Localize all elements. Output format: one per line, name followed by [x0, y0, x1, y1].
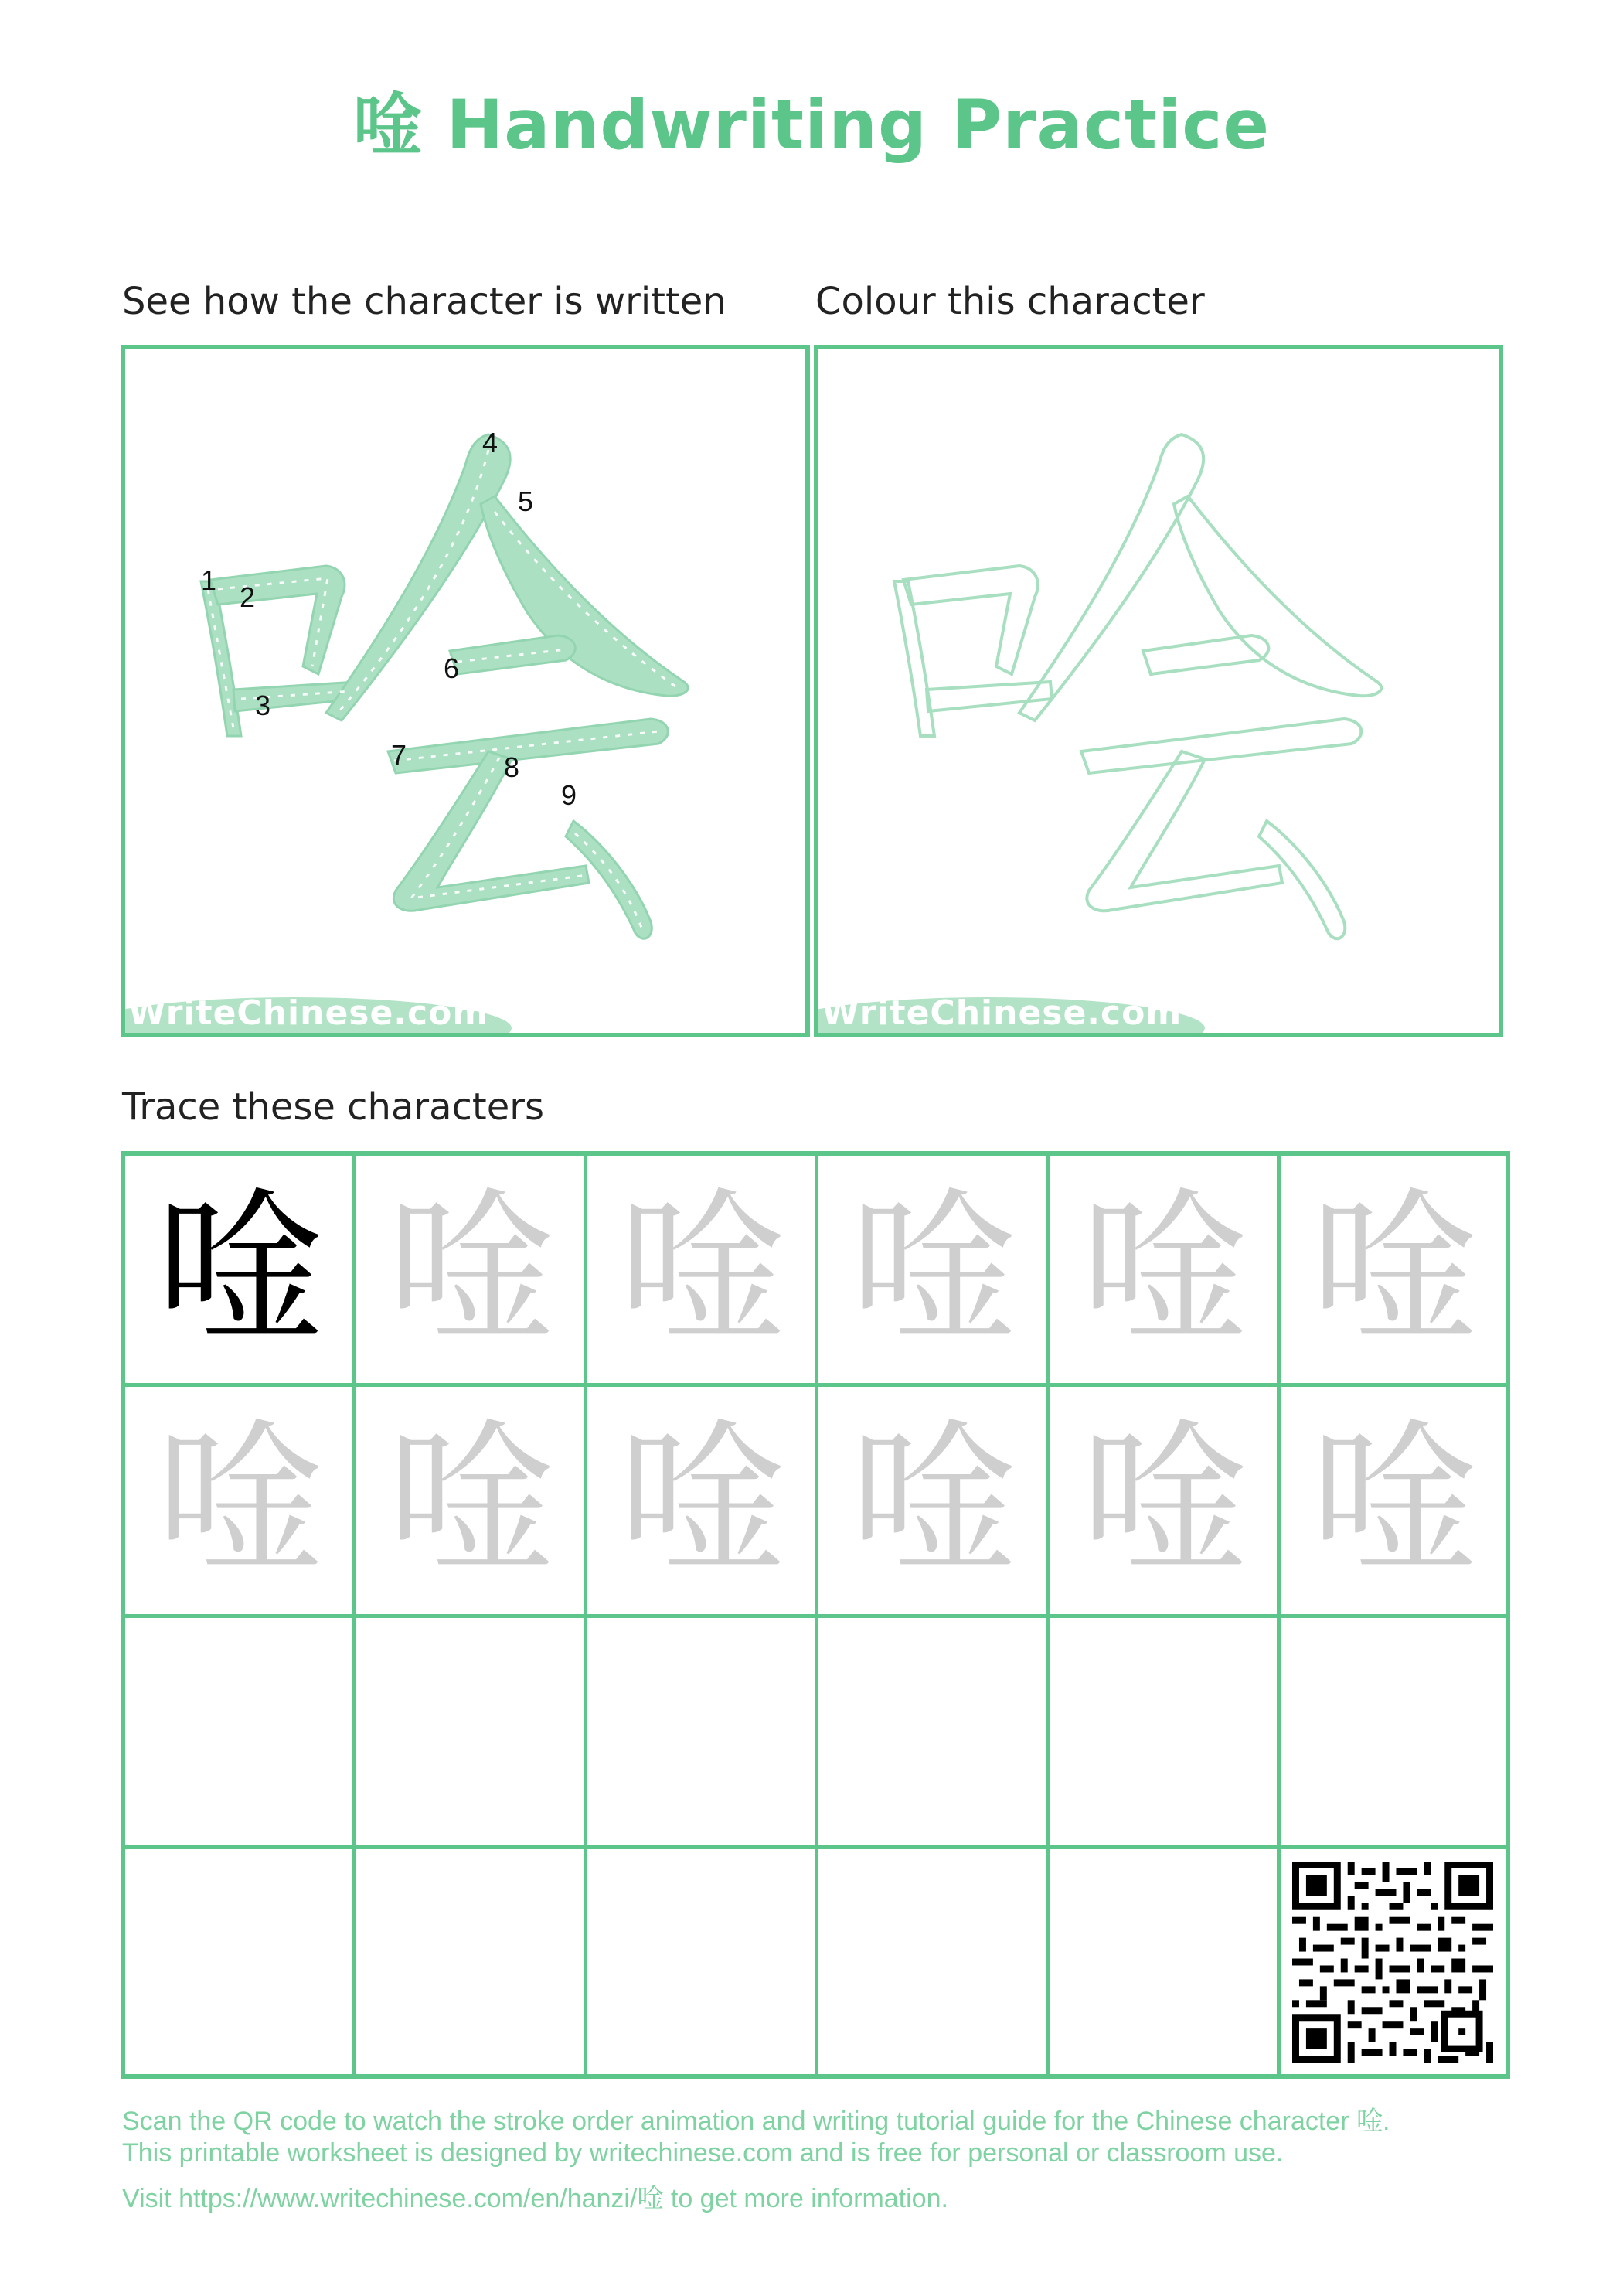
watermark: WriteChinese.com: [822, 993, 1182, 1033]
grid-divider: [125, 1614, 1506, 1618]
trace-character[interactable]: 唫: [1080, 1173, 1246, 1365]
footer-line-1: Scan the QR code to watch the stroke order animation and writing tutorial guide for the Chinese character 唫.: [122, 2107, 1390, 2136]
stroke-order-diagram: [125, 349, 805, 1033]
grid-divider: [125, 1845, 1506, 1849]
stroke-order-box: [121, 345, 810, 1037]
section-label-colour: Colour this character: [815, 280, 1205, 323]
trace-character[interactable]: 唫: [387, 1173, 553, 1365]
stroke-6: [450, 635, 575, 674]
stroke-number: 7: [391, 739, 407, 771]
trace-character[interactable]: 唫: [387, 1404, 553, 1596]
outline-diagram: [818, 349, 1499, 1033]
footer-line-2: This printable worksheet is designed by writechinese.com and is free for personal or classroom use.: [122, 2138, 1284, 2168]
stroke-number: 8: [504, 751, 520, 783]
trace-character[interactable]: 唫: [1310, 1173, 1476, 1365]
stroke-2: [210, 566, 345, 674]
stroke-number: 2: [240, 581, 256, 613]
stroke-number: 9: [561, 779, 577, 811]
stroke-number: 5: [518, 485, 534, 517]
model-character: 唫: [156, 1173, 322, 1365]
qr-code[interactable]: [1292, 1861, 1493, 2063]
stroke-number: 1: [201, 564, 217, 596]
trace-character[interactable]: 唫: [156, 1404, 322, 1596]
trace-character[interactable]: 唫: [1080, 1404, 1246, 1596]
trace-character[interactable]: 唫: [849, 1173, 1015, 1365]
stroke-8: [393, 751, 589, 911]
trace-character[interactable]: 唫: [849, 1404, 1015, 1596]
trace-character[interactable]: 唫: [1310, 1404, 1476, 1596]
section-label-trace: Trace these characters: [122, 1085, 545, 1129]
stroke-number: 6: [444, 652, 460, 684]
practice-grid: [121, 1151, 1510, 2079]
trace-character[interactable]: 唫: [618, 1404, 784, 1596]
colour-box: [814, 345, 1503, 1037]
section-label-written: See how the character is written: [122, 280, 726, 323]
stroke-7: [388, 719, 668, 773]
page-title: 唫 Handwriting Practice: [352, 85, 1271, 165]
stroke-4: [326, 434, 510, 720]
footer-line-3: Visit https://www.writechinese.com/en/hanzi/唫 to get more information.: [122, 2184, 948, 2213]
stroke-number: 3: [255, 690, 271, 721]
trace-character[interactable]: 唫: [618, 1173, 784, 1365]
stroke-number: 4: [482, 427, 498, 458]
watermark: WriteChinese.com: [128, 993, 489, 1033]
